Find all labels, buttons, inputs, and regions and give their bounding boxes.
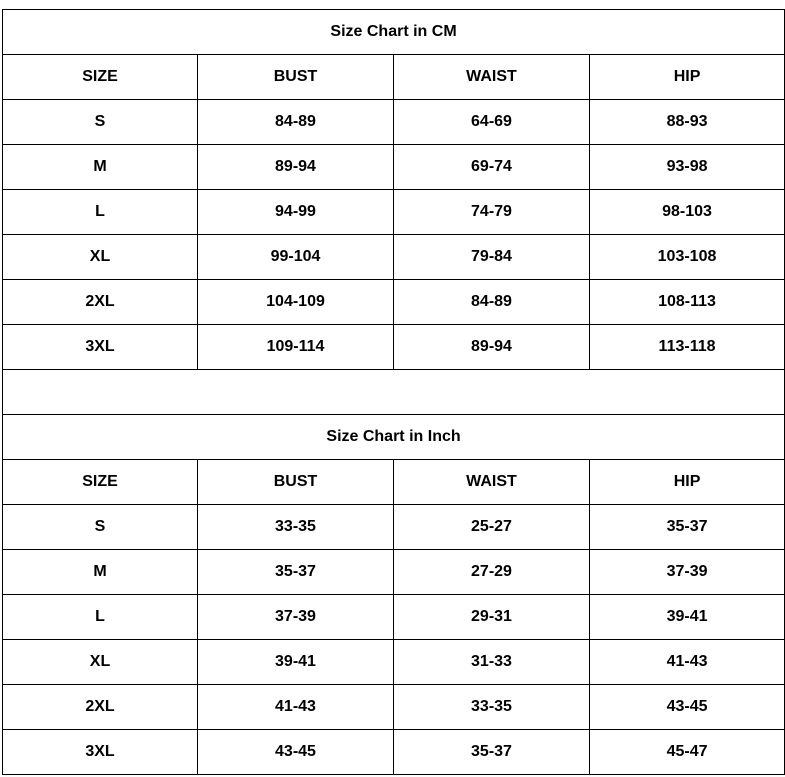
cm-cell-waist: 69-74 — [394, 145, 590, 190]
cm-title-row — [3, 10, 785, 55]
inch-cell-bust: 41-43 — [198, 685, 394, 730]
inch-table-row — [3, 640, 785, 685]
cm-cell-bust: 104-109 — [198, 280, 394, 325]
inch-header-bust: BUST — [198, 460, 394, 505]
cm-cell-bust: 109-114 — [198, 325, 394, 370]
size-chart-sheet — [2, 9, 784, 775]
cm-header-bust: BUST — [198, 55, 394, 100]
cm-cell-hip: 98-103 — [590, 190, 785, 235]
size-chart-table — [2, 9, 785, 775]
inch-cell-size: S — [3, 505, 198, 550]
inch-table-row — [3, 550, 785, 595]
cm-cell-hip: 108-113 — [590, 280, 785, 325]
cm-cell-size: 3XL — [3, 325, 198, 370]
spacer-row — [3, 370, 785, 415]
inch-table-row — [3, 685, 785, 730]
cm-table-row — [3, 190, 785, 235]
inch-cell-waist: 25-27 — [394, 505, 590, 550]
inch-cell-waist: 35-37 — [394, 730, 590, 775]
cm-cell-bust: 89-94 — [198, 145, 394, 190]
inch-header-size: SIZE — [3, 460, 198, 505]
inch-table-row — [3, 505, 785, 550]
inch-cell-waist: 29-31 — [394, 595, 590, 640]
inch-cell-bust: 37-39 — [198, 595, 394, 640]
inch-cell-waist: 27-29 — [394, 550, 590, 595]
cm-table-row — [3, 145, 785, 190]
cm-table-row — [3, 235, 785, 280]
cm-cell-hip: 93-98 — [590, 145, 785, 190]
spacer-cell — [3, 370, 785, 415]
inch-cell-size: XL — [3, 640, 198, 685]
inch-cell-bust: 33-35 — [198, 505, 394, 550]
inch-cell-bust: 35-37 — [198, 550, 394, 595]
cm-cell-hip: 113-118 — [590, 325, 785, 370]
inch-cell-size: L — [3, 595, 198, 640]
cm-header-hip: HIP — [590, 55, 785, 100]
cm-header-row — [3, 55, 785, 100]
cm-cell-size: XL — [3, 235, 198, 280]
cm-table-row — [3, 325, 785, 370]
inch-header-row — [3, 460, 785, 505]
inch-cell-hip: 35-37 — [590, 505, 785, 550]
inch-cell-size: M — [3, 550, 198, 595]
cm-cell-size: 2XL — [3, 280, 198, 325]
inch-title-row — [3, 415, 785, 460]
cm-cell-waist: 74-79 — [394, 190, 590, 235]
cm-table-row — [3, 100, 785, 145]
cm-cell-waist: 64-69 — [394, 100, 590, 145]
cm-cell-waist: 79-84 — [394, 235, 590, 280]
inch-cell-size: 3XL — [3, 730, 198, 775]
cm-cell-size: S — [3, 100, 198, 145]
cm-header-waist: WAIST — [394, 55, 590, 100]
cm-chart-title: Size Chart in CM — [3, 10, 785, 55]
inch-cell-hip: 43-45 — [590, 685, 785, 730]
cm-cell-bust: 99-104 — [198, 235, 394, 280]
inch-table-row — [3, 595, 785, 640]
inch-chart-title: Size Chart in Inch — [3, 415, 785, 460]
inch-table-row — [3, 730, 785, 775]
cm-cell-size: M — [3, 145, 198, 190]
cm-cell-bust: 94-99 — [198, 190, 394, 235]
cm-table-row — [3, 280, 785, 325]
inch-cell-hip: 41-43 — [590, 640, 785, 685]
inch-cell-waist: 31-33 — [394, 640, 590, 685]
cm-cell-size: L — [3, 190, 198, 235]
cm-cell-hip: 103-108 — [590, 235, 785, 280]
inch-cell-hip: 37-39 — [590, 550, 785, 595]
inch-cell-waist: 33-35 — [394, 685, 590, 730]
inch-cell-bust: 39-41 — [198, 640, 394, 685]
inch-cell-hip: 45-47 — [590, 730, 785, 775]
cm-cell-waist: 89-94 — [394, 325, 590, 370]
cm-cell-bust: 84-89 — [198, 100, 394, 145]
inch-cell-bust: 43-45 — [198, 730, 394, 775]
inch-header-waist: WAIST — [394, 460, 590, 505]
cm-cell-hip: 88-93 — [590, 100, 785, 145]
size-chart-body — [3, 10, 785, 775]
inch-header-hip: HIP — [590, 460, 785, 505]
cm-cell-waist: 84-89 — [394, 280, 590, 325]
cm-header-size: SIZE — [3, 55, 198, 100]
inch-cell-size: 2XL — [3, 685, 198, 730]
inch-cell-hip: 39-41 — [590, 595, 785, 640]
